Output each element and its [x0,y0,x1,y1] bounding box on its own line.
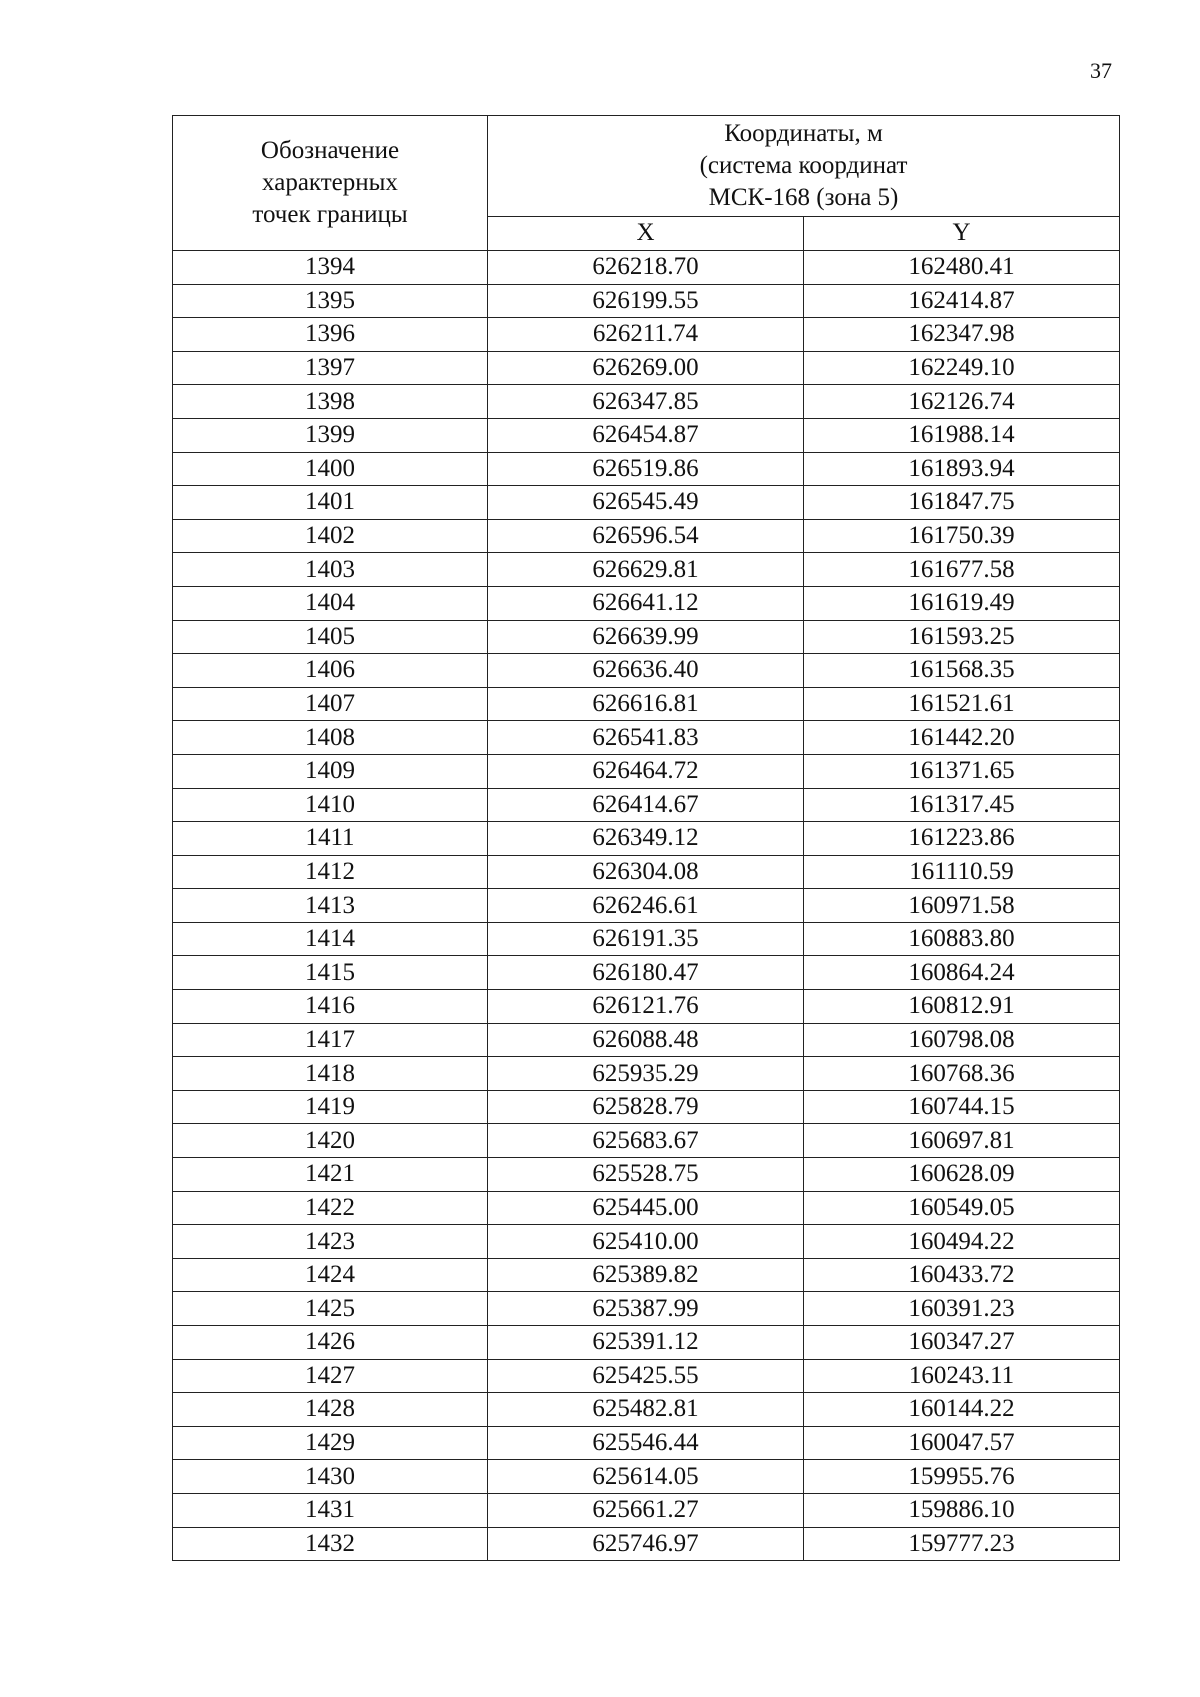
x-coordinate-cell: 625661.27 [488,1493,804,1527]
x-coordinate-cell: 625482.81 [488,1393,804,1427]
point-number-cell: 1412 [173,855,488,889]
header-y: Y [804,216,1120,250]
table-row [173,788,1120,822]
table-row [173,519,1120,553]
y-coordinate-cell: 161750.39 [804,519,1120,553]
header-coordinates-line-2: (система координат [699,151,908,179]
y-coordinate-cell: 160768.36 [804,1057,1120,1091]
x-coordinate-cell: 625391.12 [488,1326,804,1360]
point-number-cell: 1417 [173,1023,488,1057]
y-coordinate-cell: 160391.23 [804,1292,1120,1326]
x-coordinate-cell: 625389.82 [488,1258,804,1292]
x-coordinate-cell: 626616.81 [488,687,804,721]
point-number-cell: 1409 [173,754,488,788]
x-coordinate-cell: 626269.00 [488,351,804,385]
y-coordinate-cell: 160812.91 [804,990,1120,1024]
table-row [173,1225,1120,1259]
page-number: 37 [1090,58,1112,83]
x-coordinate-cell: 626191.35 [488,922,804,956]
point-number-cell: 1424 [173,1258,488,1292]
point-number-cell: 1407 [173,687,488,721]
y-coordinate-cell: 161593.25 [804,620,1120,654]
header-x: X [488,216,804,250]
table-row [173,486,1120,520]
table-row [173,318,1120,352]
point-number-cell: 1419 [173,1090,488,1124]
y-coordinate-cell: 159886.10 [804,1493,1120,1527]
table-row [173,754,1120,788]
x-coordinate-cell: 626641.12 [488,586,804,620]
x-coordinate-cell: 625546.44 [488,1426,804,1460]
table-row [173,1426,1120,1460]
table-row [173,586,1120,620]
point-number-cell: 1413 [173,889,488,923]
x-coordinate-cell: 626218.70 [488,251,804,285]
table-row [173,956,1120,990]
point-number-cell: 1430 [173,1460,488,1494]
x-coordinate-cell: 626545.49 [488,486,804,520]
y-coordinate-cell: 162126.74 [804,385,1120,419]
table-row [173,822,1120,856]
x-coordinate-cell: 626519.86 [488,452,804,486]
x-coordinate-cell: 625935.29 [488,1057,804,1091]
point-number-cell: 1410 [173,788,488,822]
y-coordinate-cell: 162347.98 [804,318,1120,352]
y-coordinate-cell: 161847.75 [804,486,1120,520]
point-number-cell: 1408 [173,721,488,755]
y-coordinate-cell: 161521.61 [804,687,1120,721]
point-number-cell: 1406 [173,654,488,688]
x-coordinate-cell: 626464.72 [488,754,804,788]
y-coordinate-cell: 161619.49 [804,586,1120,620]
table-row [173,1124,1120,1158]
point-number-cell: 1405 [173,620,488,654]
x-coordinate-cell: 625445.00 [488,1191,804,1225]
point-number-cell: 1399 [173,418,488,452]
header-designation-line-1: Обозначение [260,137,400,164]
y-coordinate-cell: 161568.35 [804,654,1120,688]
x-coordinate-cell: 625828.79 [488,1090,804,1124]
y-coordinate-cell: 161110.59 [804,855,1120,889]
x-coordinate-cell: 626454.87 [488,418,804,452]
point-number-cell: 1421 [173,1158,488,1192]
table-body [173,251,1120,1561]
table-row [173,922,1120,956]
table-row [173,385,1120,419]
y-coordinate-cell: 161442.20 [804,721,1120,755]
table-row [173,620,1120,654]
point-number-cell: 1431 [173,1493,488,1527]
point-number-cell: 1404 [173,586,488,620]
table-row [173,1460,1120,1494]
x-coordinate-cell: 626088.48 [488,1023,804,1057]
x-coordinate-cell: 625528.75 [488,1158,804,1192]
table-row [173,1393,1120,1427]
point-number-cell: 1425 [173,1292,488,1326]
x-coordinate-cell: 626414.67 [488,788,804,822]
x-coordinate-cell: 626121.76 [488,990,804,1024]
table-row [173,721,1120,755]
y-coordinate-cell: 160883.80 [804,922,1120,956]
table-row [173,452,1120,486]
x-coordinate-cell: 626596.54 [488,519,804,553]
header-coordinates [488,116,1120,217]
point-number-cell: 1426 [173,1326,488,1360]
point-number-cell: 1411 [173,822,488,856]
y-coordinate-cell: 160971.58 [804,889,1120,923]
table-row [173,251,1120,285]
x-coordinate-cell: 626304.08 [488,855,804,889]
x-coordinate-cell: 625614.05 [488,1460,804,1494]
header-coordinates-line-3: МСК-168 (зона 5) [708,183,899,211]
x-coordinate-cell: 626347.85 [488,385,804,419]
point-number-cell: 1398 [173,385,488,419]
x-coordinate-cell: 625410.00 [488,1225,804,1259]
x-coordinate-cell: 626639.99 [488,620,804,654]
y-coordinate-cell: 160433.72 [804,1258,1120,1292]
table-row [173,1359,1120,1393]
point-number-cell: 1403 [173,553,488,587]
x-coordinate-cell: 626199.55 [488,284,804,318]
x-coordinate-cell: 626636.40 [488,654,804,688]
y-coordinate-cell: 160494.22 [804,1225,1120,1259]
table-row [173,1258,1120,1292]
table-row [173,553,1120,587]
point-number-cell: 1397 [173,351,488,385]
point-number-cell: 1400 [173,452,488,486]
y-coordinate-cell: 160047.57 [804,1426,1120,1460]
table-row [173,418,1120,452]
header-point-designation [173,116,488,251]
table-row [173,1292,1120,1326]
table-row [173,1326,1120,1360]
table-row [173,284,1120,318]
point-number-cell: 1429 [173,1426,488,1460]
table-row [173,1023,1120,1057]
point-number-cell: 1432 [173,1527,488,1561]
point-number-cell: 1414 [173,922,488,956]
point-number-cell: 1401 [173,486,488,520]
header-coordinates-line-1: Координаты, м [724,119,883,147]
table-row [173,855,1120,889]
header-designation-line-2: характерных [262,169,398,196]
y-coordinate-cell: 159777.23 [804,1527,1120,1561]
y-coordinate-cell: 160864.24 [804,956,1120,990]
point-number-cell: 1420 [173,1124,488,1158]
y-coordinate-cell: 160243.11 [804,1359,1120,1393]
y-coordinate-cell: 160549.05 [804,1191,1120,1225]
x-coordinate-cell: 625683.67 [488,1124,804,1158]
y-coordinate-cell: 160628.09 [804,1158,1120,1192]
header-designation-line-3: точек границы [252,201,408,228]
table-header [173,116,1120,251]
point-number-cell: 1427 [173,1359,488,1393]
table-row [173,1191,1120,1225]
table-row [173,1527,1120,1561]
x-coordinate-cell: 626349.12 [488,822,804,856]
coordinates-table [172,115,1120,1561]
point-number-cell: 1416 [173,990,488,1024]
x-coordinate-cell: 625425.55 [488,1359,804,1393]
y-coordinate-cell: 161371.65 [804,754,1120,788]
y-coordinate-cell: 160144.22 [804,1393,1120,1427]
y-coordinate-cell: 161317.45 [804,788,1120,822]
x-coordinate-cell: 626541.83 [488,721,804,755]
x-coordinate-cell: 626211.74 [488,318,804,352]
x-coordinate-cell: 626629.81 [488,553,804,587]
table-row [173,351,1120,385]
table-row [173,1057,1120,1091]
x-coordinate-cell: 625746.97 [488,1527,804,1561]
x-coordinate-cell: 625387.99 [488,1292,804,1326]
table-row [173,687,1120,721]
y-coordinate-cell: 160347.27 [804,1326,1120,1360]
y-coordinate-cell: 162480.41 [804,251,1120,285]
point-number-cell: 1395 [173,284,488,318]
y-coordinate-cell: 161223.86 [804,822,1120,856]
y-coordinate-cell: 161677.58 [804,553,1120,587]
table-row [173,654,1120,688]
point-number-cell: 1422 [173,1191,488,1225]
point-number-cell: 1418 [173,1057,488,1091]
point-number-cell: 1423 [173,1225,488,1259]
table-row [173,889,1120,923]
y-coordinate-cell: 161893.94 [804,452,1120,486]
table-row [173,1158,1120,1192]
point-number-cell: 1428 [173,1393,488,1427]
y-coordinate-cell: 160744.15 [804,1090,1120,1124]
y-coordinate-cell: 162414.87 [804,284,1120,318]
point-number-cell: 1402 [173,519,488,553]
table-row [173,1493,1120,1527]
point-number-cell: 1415 [173,956,488,990]
x-coordinate-cell: 626180.47 [488,956,804,990]
y-coordinate-cell: 162249.10 [804,351,1120,385]
x-coordinate-cell: 626246.61 [488,889,804,923]
table-row [173,990,1120,1024]
table-row [173,1090,1120,1124]
point-number-cell: 1396 [173,318,488,352]
y-coordinate-cell: 161988.14 [804,418,1120,452]
y-coordinate-cell: 160798.08 [804,1023,1120,1057]
y-coordinate-cell: 159955.76 [804,1460,1120,1494]
point-number-cell: 1394 [173,251,488,285]
y-coordinate-cell: 160697.81 [804,1124,1120,1158]
